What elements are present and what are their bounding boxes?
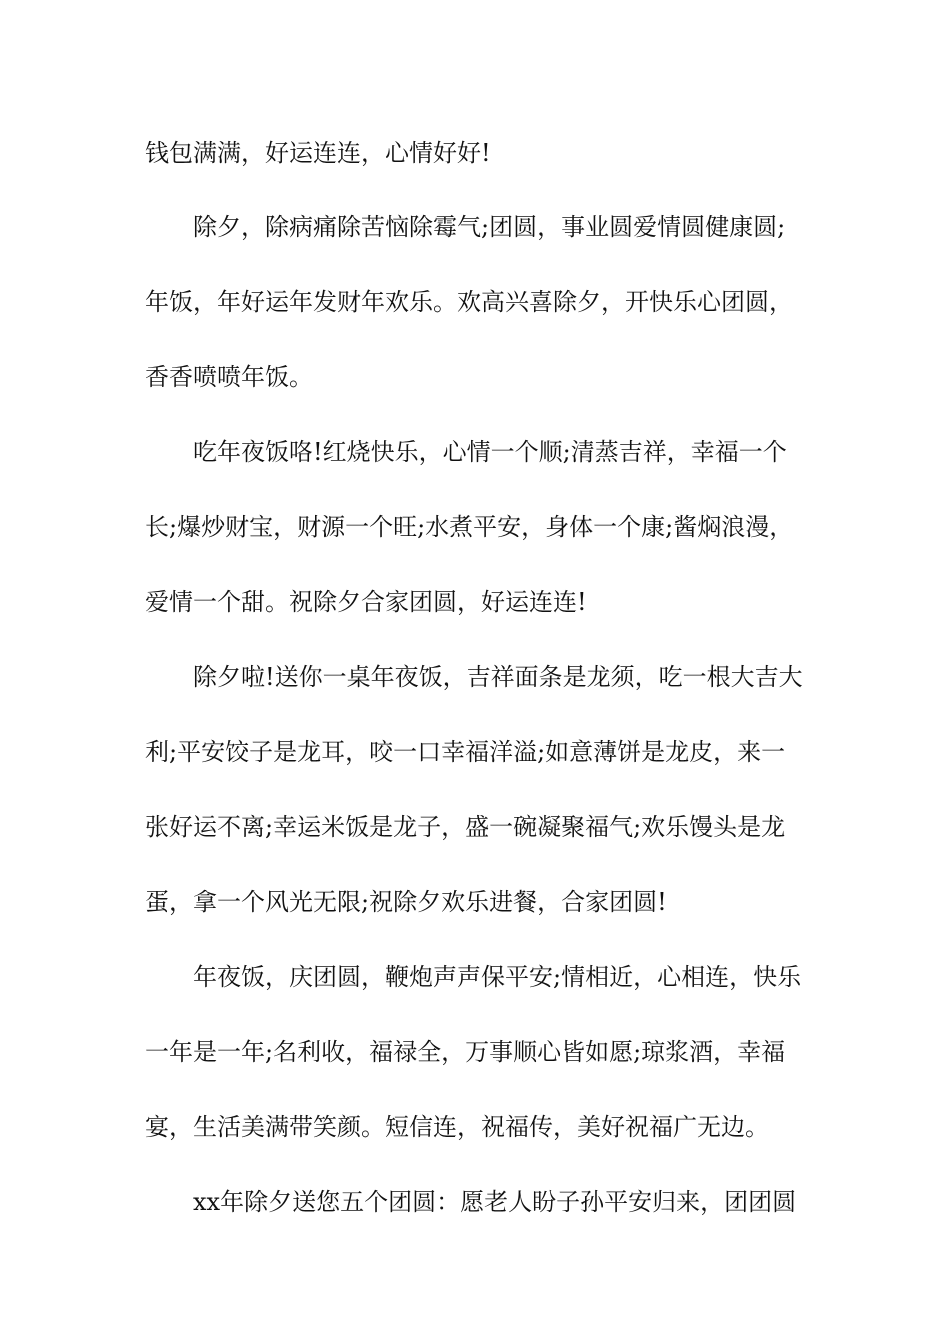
- text-line: 香香喷喷年饭。: [145, 363, 313, 391]
- text-line: 张好运不离;幸运米饭是龙子，盛一碗凝聚福气;欢乐馒头是龙: [145, 813, 786, 841]
- paragraph-first-line: 除夕啦!送你一桌年夜饭，吉祥面条是龙须，吃一根大吉大: [193, 663, 803, 691]
- paragraph-first-line: 吃年夜饭咯!红烧快乐，心情一个顺;清蒸吉祥，幸福一个: [193, 438, 787, 466]
- paragraph-first-line: xx年除夕送您五个团圆：愿老人盼子孙平安归来，团团圆: [193, 1188, 797, 1216]
- paragraph-first-line: 年夜饭，庆团圆，鞭炮声声保平安;情相近，心相连，快乐: [193, 963, 802, 991]
- text-line: 宴，生活美满带笑颜。短信连，祝福传，美好祝福广无边。: [145, 1113, 769, 1141]
- text-line: 一年是一年;名利收，福禄全，万事顺心皆如愿;琼浆酒，幸福: [145, 1038, 786, 1066]
- text-line: 利;平安饺子是龙耳，咬一口幸福洋溢;如意薄饼是龙皮，来一: [145, 738, 786, 766]
- text-line: 爱情一个甜。祝除夕合家团圆，好运连连!: [145, 588, 587, 616]
- text-line: 蛋，拿一个风光无限;祝除夕欢乐进餐，合家团圆!: [145, 888, 667, 916]
- text-line: 年饭，年好运年发财年欢乐。欢高兴喜除夕，开快乐心团圆，: [145, 288, 793, 316]
- text-line: 长;爆炒财宝，财源一个旺;水煮平安，身体一个康;酱焖浪漫，: [145, 513, 794, 541]
- text-line: 钱包满满，好运连连，心情好好!: [145, 139, 491, 167]
- paragraph-first-line: 除夕，除病痛除苦恼除霉气;团圆，事业圆爱情圆健康圆;: [193, 213, 786, 241]
